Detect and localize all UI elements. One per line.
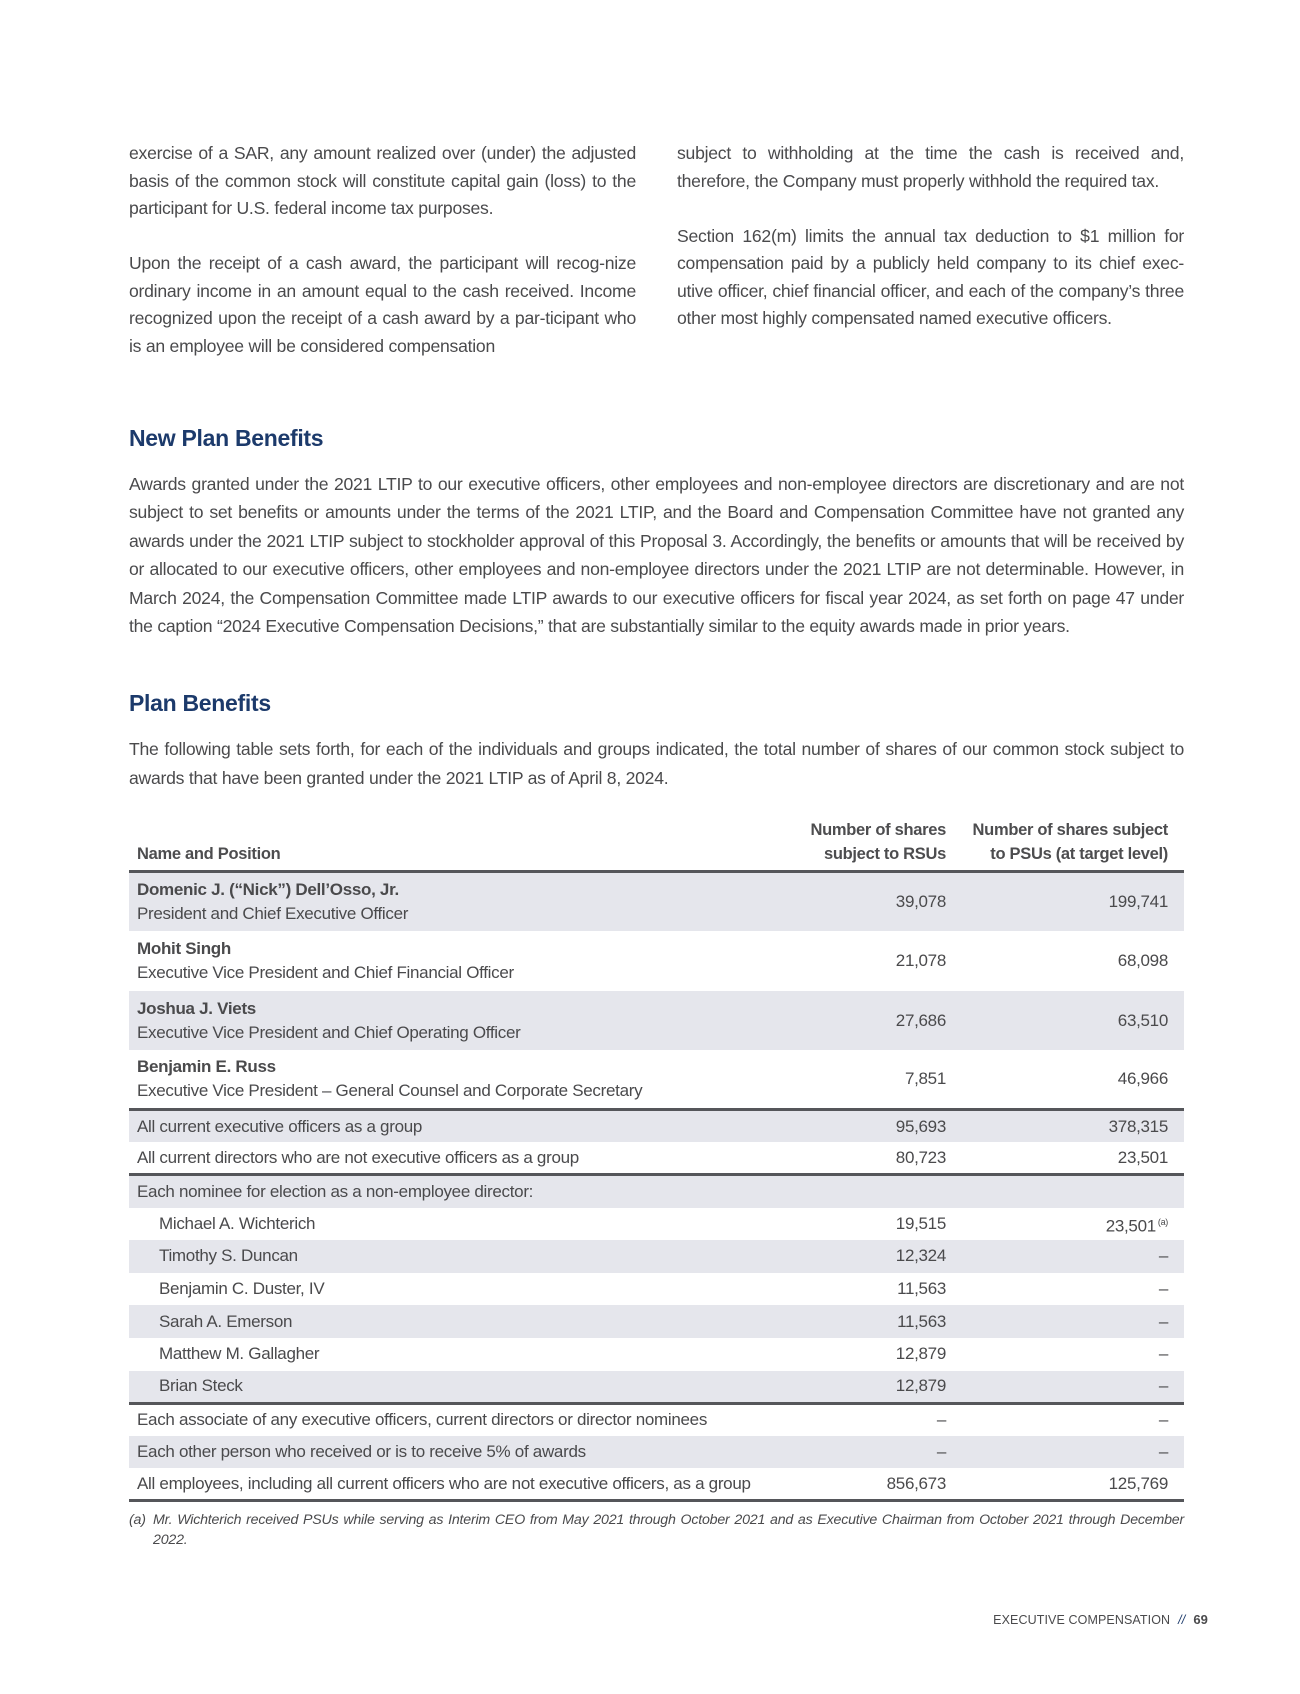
plan-benefits-table bbox=[129, 818, 1184, 1502]
rsu-cell: 21,078 bbox=[895, 951, 946, 970]
rsu-cell: 11,563 bbox=[897, 1279, 946, 1299]
table-row-other bbox=[129, 1436, 1184, 1469]
other-label: Each associate of any executive officers, current directors or director nominees bbox=[137, 1410, 708, 1430]
nominee-name: Timothy S. Duncan bbox=[129, 1240, 764, 1273]
page-number: 69 bbox=[1193, 1612, 1208, 1627]
executive-name: Mohit Singh bbox=[137, 939, 231, 958]
table-row-nominee bbox=[129, 1338, 1184, 1371]
intro-paragraph: Upon the receipt of a cash award, the participant will recog-nize ordinary income in an amount equal to the cash received. Income recognized upon the receipt of a cash award by a par-ticipant who is an employee will be considered compensation bbox=[129, 253, 636, 356]
intro-left-column bbox=[129, 140, 636, 360]
psu-cell: – bbox=[1158, 1344, 1168, 1364]
column-header-psu bbox=[954, 818, 1184, 872]
page-content bbox=[129, 140, 1184, 1550]
rsu-cell: – bbox=[936, 1410, 946, 1430]
rsu-cell: 39,078 bbox=[764, 872, 954, 932]
table-header-row bbox=[129, 818, 1184, 872]
psu-cell: 23,501 bbox=[954, 1142, 1184, 1175]
executive-title: Executive Vice President and Chief Financial Officer bbox=[137, 963, 514, 982]
group-label: All current directors who are not executive officers as a group bbox=[129, 1142, 764, 1175]
psu-cell: – bbox=[1158, 1279, 1168, 1299]
psu-cell: 63,510 bbox=[954, 991, 1184, 1051]
rsu-cell: 27,686 bbox=[764, 991, 954, 1051]
rsu-cell: 80,723 bbox=[764, 1142, 954, 1175]
other-label: Each other person who received or is to receive 5% of awards bbox=[129, 1436, 764, 1469]
table-row-nominee bbox=[129, 1273, 1184, 1306]
nominee-header-row bbox=[129, 1175, 1184, 1208]
psu-cell: – bbox=[954, 1240, 1184, 1273]
rsu-cell: 19,515 bbox=[895, 1213, 946, 1233]
executive-title: Executive Vice President and Chief Operating Officer bbox=[137, 1022, 521, 1042]
psu-cell: 46,966 bbox=[1117, 1069, 1168, 1089]
psu-cell: – bbox=[1158, 1410, 1168, 1430]
psu-cell: – bbox=[954, 1305, 1184, 1338]
psu-cell bbox=[954, 1208, 1184, 1241]
nominee-name: Brian Steck bbox=[129, 1371, 764, 1404]
nominee-header-label: Each nominee for election as a non-employee director: bbox=[129, 1175, 1184, 1208]
psu-value: 23,501 bbox=[1105, 1216, 1156, 1236]
column-header-rsu-line1: Number of shares bbox=[810, 821, 946, 840]
name-cell bbox=[129, 872, 764, 932]
rsu-cell: 11,563 bbox=[764, 1305, 954, 1338]
table-row-nominee bbox=[129, 1240, 1184, 1273]
nominee-name: Michael A. Wichterich bbox=[159, 1213, 316, 1233]
footer-separator: // bbox=[1178, 1613, 1186, 1627]
name-cell bbox=[129, 991, 764, 1051]
new-plan-benefits-heading: New Plan Benefits bbox=[129, 425, 324, 451]
table-row bbox=[129, 991, 1184, 1051]
table-row-group bbox=[129, 1142, 1184, 1175]
name-cell bbox=[129, 1050, 764, 1110]
rsu-cell: 95,693 bbox=[764, 1110, 954, 1143]
intro-paragraph: exercise of a SAR, any amount realized over (under) the adjusted basis of the common stock will constitute capital gain (loss) to the participant for U.S. federal income tax purposes. bbox=[129, 143, 636, 218]
rsu-cell: 7,851 bbox=[904, 1069, 946, 1089]
rsu-cell: 856,673 bbox=[764, 1468, 954, 1501]
executive-title: President and Chief Executive Officer bbox=[137, 904, 409, 924]
rsu-cell: 12,879 bbox=[895, 1344, 946, 1364]
column-header-psu-line2: to PSUs (at target level) bbox=[990, 845, 1168, 864]
column-header-rsu bbox=[764, 818, 954, 872]
nominee-name: Benjamin C. Duster, IV bbox=[159, 1279, 325, 1299]
rsu-cell: – bbox=[764, 1436, 954, 1469]
psu-cell: 378,315 bbox=[954, 1110, 1184, 1143]
table-row bbox=[129, 872, 1184, 932]
footnote-reference: (a) bbox=[1157, 1216, 1168, 1227]
executive-name: Joshua J. Viets bbox=[137, 998, 256, 1018]
intro-paragraph: Section 162(m) limits the annual tax deduction to $1 million for compensation paid by a publicly held company to its chief exec-utive officer, chief financial officer, and each of the company’s three other most highly compensated named executive officers. bbox=[677, 225, 1184, 328]
intro-columns bbox=[129, 140, 1184, 360]
intro-paragraph: subject to withholding at the time the cash is received and, therefore, the Company must properly withhold the required tax. bbox=[677, 143, 1184, 191]
table-row-other bbox=[129, 1403, 1184, 1436]
name-cell bbox=[129, 931, 764, 991]
table-row bbox=[129, 931, 1184, 991]
table-row bbox=[129, 1050, 1184, 1110]
psu-cell: 68,098 bbox=[1117, 951, 1168, 970]
psu-cell: – bbox=[954, 1436, 1184, 1469]
rsu-cell: 12,324 bbox=[764, 1240, 954, 1273]
column-header-psu-line1: Number of shares subject bbox=[972, 821, 1168, 840]
intro-right-column bbox=[677, 140, 1184, 360]
footer-section-label: EXECUTIVE COMPENSATION bbox=[993, 1613, 1171, 1627]
executive-name: Domenic J. (“Nick”) Dell’Osso, Jr. bbox=[137, 880, 399, 900]
psu-cell: – bbox=[954, 1371, 1184, 1404]
table-footnote bbox=[129, 1510, 1184, 1550]
nominee-name: Matthew M. Gallagher bbox=[159, 1344, 320, 1364]
rsu-cell: 12,879 bbox=[764, 1371, 954, 1404]
executive-name: Benjamin E. Russ bbox=[137, 1057, 276, 1077]
plan-benefits-heading: Plan Benefits bbox=[129, 690, 271, 717]
column-header-rsu-line2: subject to RSUs bbox=[823, 845, 946, 864]
group-label: All current executive officers as a group bbox=[129, 1110, 764, 1143]
table-row-other bbox=[129, 1468, 1184, 1501]
page-footer bbox=[993, 1612, 1208, 1627]
table-row-nominee bbox=[129, 1208, 1184, 1241]
psu-cell: 125,769 bbox=[954, 1468, 1184, 1501]
footnote-mark: (a) bbox=[129, 1512, 146, 1529]
new-plan-benefits-body: Awards granted under the 2021 LTIP to our executive officers, other employees and non-employee directors are discretionary and are not subject to set benefits or amounts under the terms of the 2021 LTIP, and the Board and Compensation Committee have not granted any awards under the 2021 LTIP subject to stockholder approval of this Proposal 3. Accordingly, the benefits or amounts that will be received by or allocated to our executive officers, other employees and non-employee directors under the 2021 LTIP are not determinable. However, in March 2024, the Compensation Committee made LTIP awards to our executive officers for fiscal year 2024, as set forth on page 47 under the caption “2024 Executive Compensation Decisions,” that are substantially similar to the equity awards made in prior years. bbox=[129, 474, 1184, 637]
column-header-name: Name and Position bbox=[129, 818, 764, 872]
nominee-name: Sarah A. Emerson bbox=[129, 1305, 764, 1338]
psu-cell: 199,741 bbox=[954, 872, 1184, 932]
executive-title: Executive Vice President – General Counsel and Corporate Secretary bbox=[137, 1081, 643, 1101]
plan-benefits-body: The following table sets forth, for each of the individuals and groups indicated, the total number of shares of our common stock subject to awards that have been granted under the 2021 LTIP as of April 8, 2024. bbox=[129, 739, 1184, 788]
table-row-nominee bbox=[129, 1371, 1184, 1404]
footnote-text: Mr. Wichterich received PSUs while serving as Interim CEO from May 2021 through October 2021 and as Executive Chairman from October 2021 through December 2022. bbox=[153, 1512, 1184, 1549]
table-row-nominee bbox=[129, 1305, 1184, 1338]
other-label: All employees, including all current officers who are not executive officers, as a group bbox=[129, 1468, 764, 1501]
table-row-group bbox=[129, 1110, 1184, 1143]
